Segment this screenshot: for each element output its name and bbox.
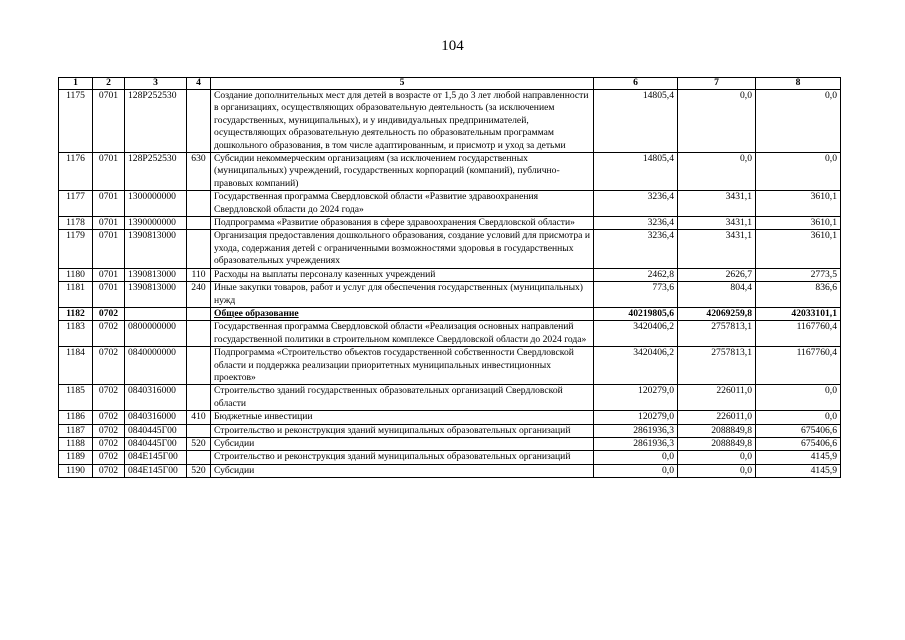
amount-year-1: 14805,4 xyxy=(594,153,678,191)
row-name: Субсидии xyxy=(211,464,594,477)
column-header: 4 xyxy=(187,78,211,90)
amount-year-1: 14805,4 xyxy=(594,90,678,153)
section-code: 0701 xyxy=(93,191,125,217)
expense-type-code: 410 xyxy=(187,411,211,424)
column-header: 5 xyxy=(211,78,594,90)
row-number: 1179 xyxy=(59,230,93,268)
article-code: 084E145Г00 xyxy=(125,451,187,464)
row-name: Организация предоставления дошкольного образования, создание условий для присмотра и ухода, содержания детей с ограниченными возможностями здоровья в государственных образовательных учреждениях xyxy=(211,230,594,268)
amount-year-2: 0,0 xyxy=(678,153,756,191)
table-row xyxy=(59,347,841,385)
amount-year-3: 3610,1 xyxy=(756,217,841,230)
article-code: 1390813000 xyxy=(125,282,187,308)
amount-year-3: 42033101,1 xyxy=(756,307,841,320)
amount-year-3: 675406,6 xyxy=(756,424,841,437)
article-code: 1390813000 xyxy=(125,268,187,281)
table-row xyxy=(59,464,841,477)
amount-year-3: 2773,5 xyxy=(756,268,841,281)
amount-year-2: 3431,1 xyxy=(678,191,756,217)
section-code: 0702 xyxy=(93,347,125,385)
column-header: 8 xyxy=(756,78,841,90)
section-code: 0701 xyxy=(93,230,125,268)
amount-year-2: 0,0 xyxy=(678,451,756,464)
expense-type-code xyxy=(187,90,211,153)
column-header: 7 xyxy=(678,78,756,90)
amount-year-3: 1167760,4 xyxy=(756,321,841,347)
amount-year-2: 2757813,1 xyxy=(678,347,756,385)
amount-year-2: 42069259,8 xyxy=(678,307,756,320)
table-row xyxy=(59,437,841,450)
row-number: 1186 xyxy=(59,411,93,424)
amount-year-1: 40219805,6 xyxy=(594,307,678,320)
article-code: 1390813000 xyxy=(125,230,187,268)
row-number: 1190 xyxy=(59,464,93,477)
table-row xyxy=(59,307,841,320)
article-code: 0800000000 xyxy=(125,321,187,347)
amount-year-1: 3236,4 xyxy=(594,191,678,217)
row-name: Подпрограмма «Строительство объектов государственной собственности Свердловской области и поддержка реализации приоритетных муниципальных инвестиционных проектов» xyxy=(211,347,594,385)
expense-type-code xyxy=(187,385,211,411)
amount-year-3: 4145,9 xyxy=(756,451,841,464)
article-code: 1300000000 xyxy=(125,191,187,217)
amount-year-2: 226011,0 xyxy=(678,411,756,424)
row-number: 1177 xyxy=(59,191,93,217)
amount-year-3: 3610,1 xyxy=(756,191,841,217)
row-name: Создание дополнительных мест для детей в возрасте от 1,5 до 3 лет любой направленности в организациях, осуществляющих образовательную деятельность (за исключением государственных, муниципальных), и у индивидуальных предпринимателей, осуществляющих образовательную деятельность по образовательным программам дошкольного образования, в том числе адаптированным, и присмотр и уход за детьми xyxy=(211,90,594,153)
table-row xyxy=(59,411,841,424)
amount-year-3: 4145,9 xyxy=(756,464,841,477)
table-row xyxy=(59,268,841,281)
row-name: Строительство зданий государственных образовательных организаций Свердловской области xyxy=(211,385,594,411)
amount-year-1: 2462,8 xyxy=(594,268,678,281)
column-header: 1 xyxy=(59,78,93,90)
table-row xyxy=(59,230,841,268)
expense-type-code: 520 xyxy=(187,464,211,477)
row-number: 1180 xyxy=(59,268,93,281)
row-name: Строительство и реконструкция зданий муниципальных образовательных организаций xyxy=(211,451,594,464)
row-name: Строительство и реконструкция зданий муниципальных образовательных организаций xyxy=(211,424,594,437)
row-number: 1185 xyxy=(59,385,93,411)
article-code: 128P252530 xyxy=(125,153,187,191)
amount-year-3: 0,0 xyxy=(756,153,841,191)
amount-year-1: 2861936,3 xyxy=(594,437,678,450)
amount-year-3: 836,6 xyxy=(756,282,841,308)
amount-year-1: 3420406,2 xyxy=(594,347,678,385)
amount-year-3: 0,0 xyxy=(756,411,841,424)
table-row xyxy=(59,90,841,153)
row-number: 1175 xyxy=(59,90,93,153)
section-code: 0702 xyxy=(93,411,125,424)
section-code: 0702 xyxy=(93,321,125,347)
article-code: 084E145Г00 xyxy=(125,464,187,477)
expense-type-code xyxy=(187,191,211,217)
column-header: 2 xyxy=(93,78,125,90)
budget-table xyxy=(58,77,841,478)
row-number: 1188 xyxy=(59,437,93,450)
row-number: 1182 xyxy=(59,307,93,320)
section-code: 0702 xyxy=(93,451,125,464)
amount-year-3: 3610,1 xyxy=(756,230,841,268)
article-code: 0840316000 xyxy=(125,411,187,424)
section-code: 0701 xyxy=(93,282,125,308)
expense-type-code xyxy=(187,217,211,230)
row-number: 1184 xyxy=(59,347,93,385)
amount-year-1: 0,0 xyxy=(594,451,678,464)
row-name: Бюджетные инвестиции xyxy=(211,411,594,424)
row-name: Подпрограмма «Развитие образования в сфере здравоохранения Свердловской области» xyxy=(211,217,594,230)
expense-type-code xyxy=(187,451,211,464)
table-row xyxy=(59,321,841,347)
table-row xyxy=(59,424,841,437)
amount-year-2: 0,0 xyxy=(678,90,756,153)
expense-type-code: 240 xyxy=(187,282,211,308)
row-number: 1178 xyxy=(59,217,93,230)
amount-year-2: 2088849,8 xyxy=(678,424,756,437)
row-name: Государственная программа Свердловской области «Развитие здравоохранения Свердловской области до 2024 года» xyxy=(211,191,594,217)
amount-year-2: 226011,0 xyxy=(678,385,756,411)
section-code: 0701 xyxy=(93,90,125,153)
amount-year-1: 120279,0 xyxy=(594,385,678,411)
section-code: 0701 xyxy=(93,153,125,191)
amount-year-1: 0,0 xyxy=(594,464,678,477)
amount-year-3: 675406,6 xyxy=(756,437,841,450)
table-row xyxy=(59,153,841,191)
row-name: Субсидии xyxy=(211,437,594,450)
row-name: Общее образование xyxy=(211,307,594,320)
section-code: 0702 xyxy=(93,307,125,320)
article-code: 0840316000 xyxy=(125,385,187,411)
amount-year-2: 3431,1 xyxy=(678,217,756,230)
expense-type-code xyxy=(187,321,211,347)
table-row xyxy=(59,385,841,411)
amount-year-1: 120279,0 xyxy=(594,411,678,424)
row-name: Государственная программа Свердловской области «Реализация основных направлений государственной политики в строительном комплексе Свердловской области до 2024 года» xyxy=(211,321,594,347)
amount-year-3: 0,0 xyxy=(756,385,841,411)
amount-year-1: 3420406,2 xyxy=(594,321,678,347)
column-header: 6 xyxy=(594,78,678,90)
table-row xyxy=(59,191,841,217)
row-number: 1181 xyxy=(59,282,93,308)
expense-type-code xyxy=(187,424,211,437)
article-code: 0840445Г00 xyxy=(125,437,187,450)
amount-year-3: 1167760,4 xyxy=(756,347,841,385)
amount-year-2: 804,4 xyxy=(678,282,756,308)
amount-year-2: 2626,7 xyxy=(678,268,756,281)
expense-type-code: 110 xyxy=(187,268,211,281)
section-code: 0702 xyxy=(93,424,125,437)
column-header: 3 xyxy=(125,78,187,90)
amount-year-2: 3431,1 xyxy=(678,230,756,268)
section-code: 0701 xyxy=(93,268,125,281)
row-name: Иные закупки товаров, работ и услуг для обеспечения государственных (муниципальных) нужд xyxy=(211,282,594,308)
table-row xyxy=(59,217,841,230)
expense-type-code xyxy=(187,230,211,268)
article-code: 0840000000 xyxy=(125,347,187,385)
amount-year-2: 0,0 xyxy=(678,464,756,477)
amount-year-2: 2088849,8 xyxy=(678,437,756,450)
article-code xyxy=(125,307,187,320)
article-code: 128P252530 xyxy=(125,90,187,153)
table-header-row xyxy=(59,78,841,90)
section-code: 0701 xyxy=(93,217,125,230)
table-row xyxy=(59,282,841,308)
expense-type-code: 520 xyxy=(187,437,211,450)
article-code: 1390000000 xyxy=(125,217,187,230)
amount-year-1: 3236,4 xyxy=(594,230,678,268)
table-body xyxy=(59,90,841,478)
row-name: Субсидии некоммерческим организациям (за исключением государственных (муниципальных) учреждений, государственных корпораций (компаний), публично-правовых компаний) xyxy=(211,153,594,191)
row-number: 1187 xyxy=(59,424,93,437)
row-number: 1189 xyxy=(59,451,93,464)
expense-type-code xyxy=(187,347,211,385)
amount-year-1: 2861936,3 xyxy=(594,424,678,437)
amount-year-1: 3236,4 xyxy=(594,217,678,230)
section-code: 0702 xyxy=(93,464,125,477)
expense-type-code: 630 xyxy=(187,153,211,191)
page-number: 104 xyxy=(441,38,464,54)
expense-type-code xyxy=(187,307,211,320)
amount-year-3: 0,0 xyxy=(756,90,841,153)
amount-year-1: 773,6 xyxy=(594,282,678,308)
row-name: Расходы на выплаты персоналу казенных учреждений xyxy=(211,268,594,281)
row-number: 1176 xyxy=(59,153,93,191)
amount-year-2: 2757813,1 xyxy=(678,321,756,347)
row-number: 1183 xyxy=(59,321,93,347)
table-row xyxy=(59,451,841,464)
section-code: 0702 xyxy=(93,385,125,411)
section-code: 0702 xyxy=(93,437,125,450)
article-code: 0840445Г00 xyxy=(125,424,187,437)
